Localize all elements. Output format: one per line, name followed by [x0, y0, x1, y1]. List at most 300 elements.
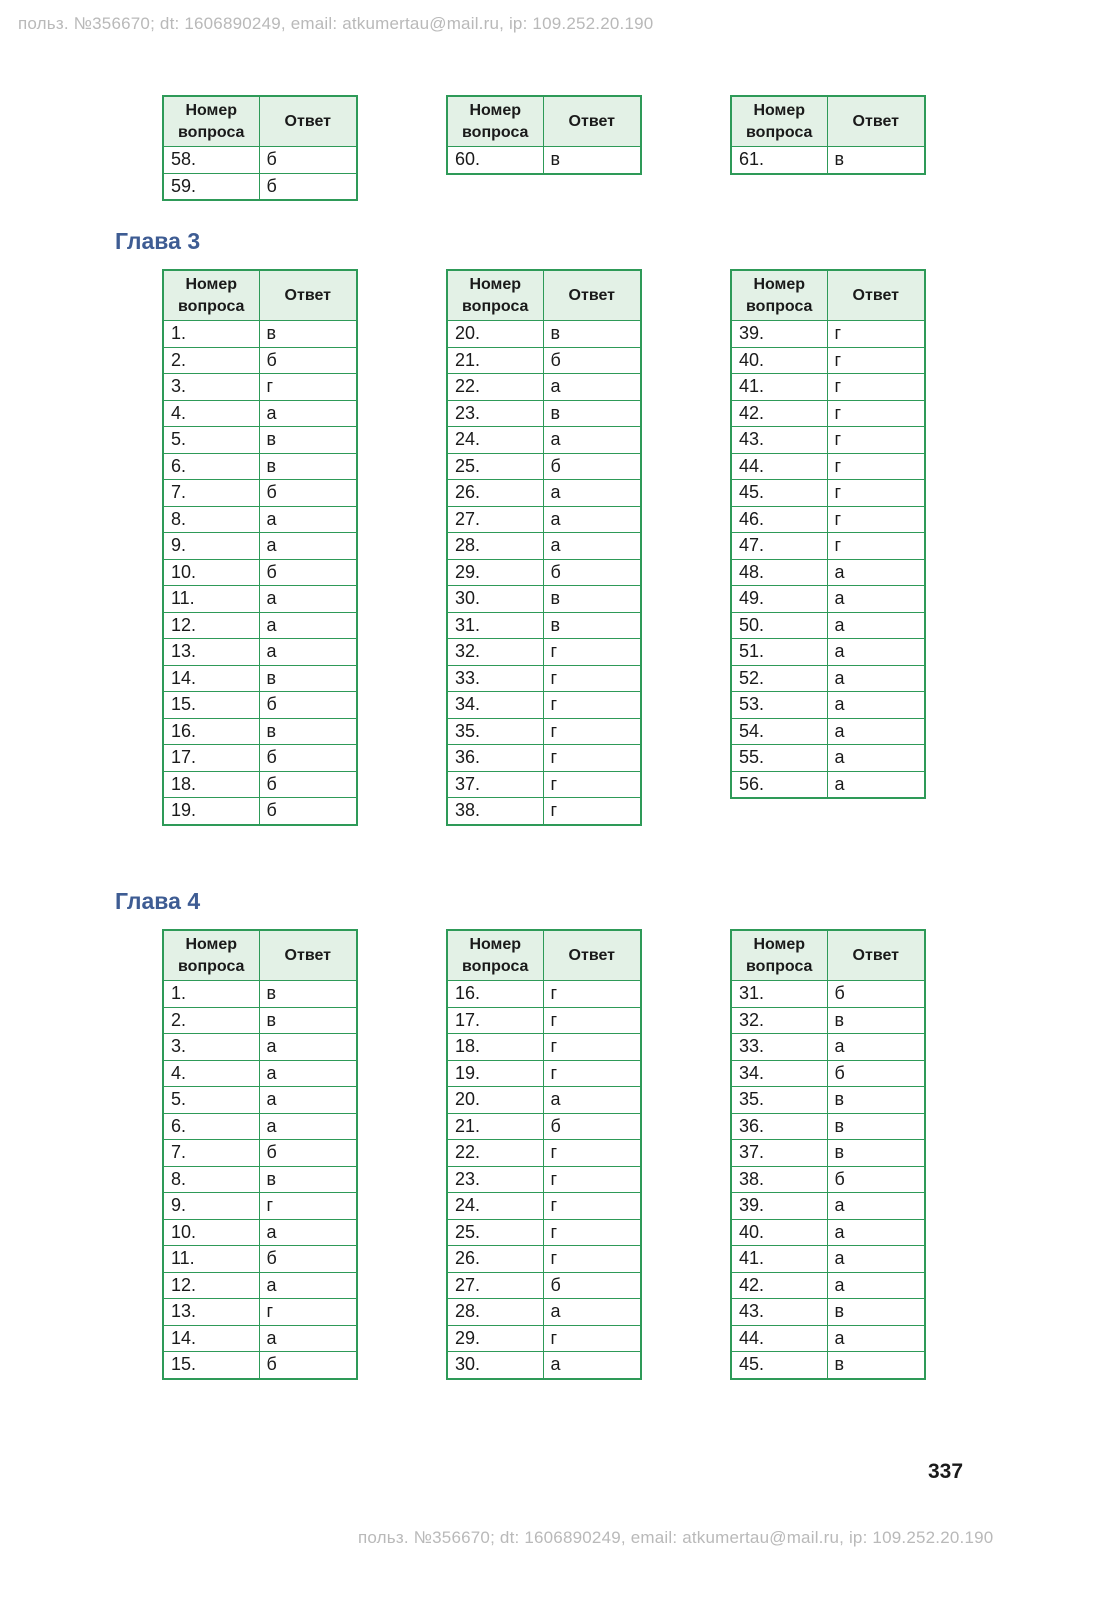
- question-number-cell: 25.: [447, 453, 543, 480]
- question-number-cell: 9.: [163, 533, 259, 560]
- question-number-cell: 16.: [163, 718, 259, 745]
- answer-cell: г: [827, 400, 925, 427]
- question-number-cell: 35.: [731, 1087, 827, 1114]
- answer-cell: а: [259, 400, 357, 427]
- table-row: [163, 1034, 357, 1061]
- answer-cell: а: [543, 533, 641, 560]
- answer-cell: а: [543, 1352, 641, 1379]
- table-header-row: [163, 930, 357, 981]
- answer-cell: г: [827, 321, 925, 348]
- question-number-cell: 36.: [447, 745, 543, 772]
- question-number-cell: 3.: [163, 1034, 259, 1061]
- table-row: [731, 1087, 925, 1114]
- table-row: [447, 798, 641, 825]
- question-number-cell: 43.: [731, 427, 827, 454]
- question-number-cell: 11.: [163, 586, 259, 613]
- question-number-cell: 18.: [447, 1034, 543, 1061]
- question-number-cell: 42.: [731, 400, 827, 427]
- question-number-cell: 32.: [447, 639, 543, 666]
- header-question-number: Номер вопроса: [163, 930, 259, 981]
- question-number-cell: 8.: [163, 1166, 259, 1193]
- answer-cell: г: [827, 480, 925, 507]
- question-number-cell: 54.: [731, 718, 827, 745]
- answer-cell: г: [543, 1246, 641, 1273]
- table-row: [163, 1140, 357, 1167]
- table-row: [447, 533, 641, 560]
- question-number-cell: 28.: [447, 533, 543, 560]
- header-question-number: Номер вопроса: [447, 96, 543, 147]
- table-row: [163, 1219, 357, 1246]
- answer-cell: а: [259, 533, 357, 560]
- question-number-cell: 60.: [447, 147, 543, 174]
- table-row: [447, 1113, 641, 1140]
- question-number-cell: 1.: [163, 321, 259, 348]
- answer-cell: а: [827, 559, 925, 586]
- table-row: [731, 321, 925, 348]
- answer-cell: а: [259, 586, 357, 613]
- answer-cell: а: [827, 718, 925, 745]
- table-row: [447, 1325, 641, 1352]
- question-number-cell: 58.: [163, 147, 259, 174]
- answer-cell: в: [827, 1352, 925, 1379]
- answer-cell: в: [259, 665, 357, 692]
- answer-cell: г: [259, 1193, 357, 1220]
- table-row: [731, 1007, 925, 1034]
- question-number-cell: 42.: [731, 1272, 827, 1299]
- table-row: [163, 1272, 357, 1299]
- header-answer: Ответ: [827, 96, 925, 147]
- question-number-cell: 20.: [447, 1087, 543, 1114]
- answer-cell: в: [259, 453, 357, 480]
- chapter-3-heading: Глава 3: [115, 228, 201, 254]
- answer-cell: г: [543, 718, 641, 745]
- question-number-cell: 38.: [731, 1166, 827, 1193]
- answer-cell: а: [259, 1087, 357, 1114]
- table-row: [163, 745, 357, 772]
- question-number-cell: 23.: [447, 1166, 543, 1193]
- table-row: [163, 718, 357, 745]
- answer-cell: а: [543, 374, 641, 401]
- answer-cell: а: [259, 1272, 357, 1299]
- table-row: [447, 1299, 641, 1326]
- answer-cell: а: [259, 612, 357, 639]
- table-row: [447, 321, 641, 348]
- table-row: [731, 147, 925, 174]
- table-row: [163, 1060, 357, 1087]
- answer-cell: а: [827, 1325, 925, 1352]
- table-row: [731, 1246, 925, 1273]
- question-number-cell: 35.: [447, 718, 543, 745]
- answer-cell: а: [827, 586, 925, 613]
- question-number-cell: 14.: [163, 1325, 259, 1352]
- answer-cell: г: [827, 506, 925, 533]
- question-number-cell: 28.: [447, 1299, 543, 1326]
- answer-cell: б: [259, 559, 357, 586]
- question-number-cell: 4.: [163, 400, 259, 427]
- answer-cell: в: [259, 1007, 357, 1034]
- question-number-cell: 10.: [163, 559, 259, 586]
- answer-cell: в: [543, 147, 641, 174]
- table-row: [731, 453, 925, 480]
- answer-cell: г: [543, 1219, 641, 1246]
- table-row: [731, 506, 925, 533]
- answer-cell: б: [827, 981, 925, 1008]
- question-number-cell: 44.: [731, 453, 827, 480]
- chapter-4-heading: Глава 4: [115, 888, 201, 914]
- answer-cell: б: [259, 1352, 357, 1379]
- question-number-cell: 31.: [447, 612, 543, 639]
- answer-cell: б: [543, 1272, 641, 1299]
- header-answer: Ответ: [827, 270, 925, 321]
- answer-cell: а: [827, 771, 925, 798]
- answer-cell: в: [543, 400, 641, 427]
- answer-table-chapter4-2: [446, 929, 642, 1380]
- question-number-cell: 41.: [731, 1246, 827, 1273]
- table-row: [447, 718, 641, 745]
- answer-cell: в: [259, 321, 357, 348]
- answer-cell: г: [827, 347, 925, 374]
- answer-cell: а: [543, 506, 641, 533]
- question-number-cell: 13.: [163, 639, 259, 666]
- answer-cell: в: [543, 586, 641, 613]
- question-number-cell: 30.: [447, 1352, 543, 1379]
- answer-cell: в: [259, 981, 357, 1008]
- question-number-cell: 7.: [163, 1140, 259, 1167]
- answer-cell: г: [543, 798, 641, 825]
- table-row: [731, 480, 925, 507]
- answer-cell: б: [259, 692, 357, 719]
- table-row: [447, 665, 641, 692]
- table-row: [731, 1034, 925, 1061]
- table-row: [447, 612, 641, 639]
- answer-cell: а: [827, 1246, 925, 1273]
- table-row: [731, 347, 925, 374]
- question-number-cell: 21.: [447, 347, 543, 374]
- answer-cell: а: [259, 1034, 357, 1061]
- answer-table-chapter3-1: [162, 269, 358, 826]
- question-number-cell: 22.: [447, 374, 543, 401]
- answer-table-chapter4-1: [162, 929, 358, 1380]
- answer-cell: а: [543, 427, 641, 454]
- answer-cell: а: [827, 1219, 925, 1246]
- table-row: [447, 427, 641, 454]
- answer-cell: г: [543, 771, 641, 798]
- table-row: [447, 771, 641, 798]
- table-row: [163, 665, 357, 692]
- table-row: [731, 981, 925, 1008]
- answer-cell: г: [543, 1007, 641, 1034]
- table-row: [731, 1325, 925, 1352]
- answer-cell: в: [259, 1166, 357, 1193]
- answer-table-chapter3-2: [446, 269, 642, 826]
- table-row: [163, 798, 357, 825]
- table-row: [731, 692, 925, 719]
- table-row: [163, 480, 357, 507]
- header-answer: Ответ: [543, 96, 641, 147]
- answer-table-chapter3-3: [730, 269, 926, 799]
- table-row: [163, 347, 357, 374]
- table-row: [447, 453, 641, 480]
- answer-cell: а: [259, 506, 357, 533]
- question-number-cell: 1.: [163, 981, 259, 1008]
- question-number-cell: 2.: [163, 347, 259, 374]
- answer-cell: б: [543, 559, 641, 586]
- table-row: [731, 1140, 925, 1167]
- question-number-cell: 53.: [731, 692, 827, 719]
- answer-cell: г: [543, 665, 641, 692]
- question-number-cell: 34.: [731, 1060, 827, 1087]
- answer-cell: г: [543, 639, 641, 666]
- question-number-cell: 46.: [731, 506, 827, 533]
- table-row: [731, 374, 925, 401]
- question-number-cell: 17.: [447, 1007, 543, 1034]
- answer-cell: в: [543, 612, 641, 639]
- table-row: [731, 665, 925, 692]
- table-row: [447, 1272, 641, 1299]
- answer-cell: г: [827, 533, 925, 560]
- question-number-cell: 6.: [163, 1113, 259, 1140]
- answer-cell: г: [543, 1325, 641, 1352]
- table-row: [163, 1352, 357, 1379]
- question-number-cell: 19.: [163, 798, 259, 825]
- question-number-cell: 45.: [731, 1352, 827, 1379]
- table-row: [731, 1352, 925, 1379]
- question-number-cell: 56.: [731, 771, 827, 798]
- table-row: [731, 533, 925, 560]
- question-number-cell: 2.: [163, 1007, 259, 1034]
- question-number-cell: 13.: [163, 1299, 259, 1326]
- question-number-cell: 33.: [447, 665, 543, 692]
- table-row: [447, 692, 641, 719]
- answer-cell: а: [827, 1034, 925, 1061]
- table-row: [163, 1246, 357, 1273]
- table-row: [163, 771, 357, 798]
- answer-cell: б: [259, 745, 357, 772]
- table-header-row: [163, 270, 357, 321]
- answer-cell: в: [827, 1299, 925, 1326]
- question-number-cell: 41.: [731, 374, 827, 401]
- table-row: [447, 1140, 641, 1167]
- answer-cell: б: [259, 771, 357, 798]
- table-row: [163, 173, 357, 200]
- answer-cell: г: [827, 427, 925, 454]
- question-number-cell: 32.: [731, 1007, 827, 1034]
- table-row: [447, 480, 641, 507]
- question-number-cell: 44.: [731, 1325, 827, 1352]
- answer-cell: в: [827, 1140, 925, 1167]
- question-number-cell: 23.: [447, 400, 543, 427]
- question-number-cell: 40.: [731, 1219, 827, 1246]
- table-row: [163, 374, 357, 401]
- answer-table-top-1: [162, 95, 358, 201]
- question-number-cell: 8.: [163, 506, 259, 533]
- answer-cell: а: [827, 1272, 925, 1299]
- question-number-cell: 45.: [731, 480, 827, 507]
- question-number-cell: 47.: [731, 533, 827, 560]
- table-row: [731, 427, 925, 454]
- question-number-cell: 34.: [447, 692, 543, 719]
- answer-cell: а: [827, 745, 925, 772]
- table-row: [731, 1193, 925, 1220]
- question-number-cell: 22.: [447, 1140, 543, 1167]
- table-row: [731, 718, 925, 745]
- answer-cell: б: [543, 347, 641, 374]
- table-row: [447, 559, 641, 586]
- table-row: [447, 981, 641, 1008]
- question-number-cell: 39.: [731, 1193, 827, 1220]
- answer-cell: а: [827, 639, 925, 666]
- question-number-cell: 7.: [163, 480, 259, 507]
- answer-cell: б: [259, 480, 357, 507]
- table-row: [447, 347, 641, 374]
- table-row: [447, 506, 641, 533]
- question-number-cell: 36.: [731, 1113, 827, 1140]
- table-row: [731, 559, 925, 586]
- answer-cell: а: [827, 692, 925, 719]
- header-question-number: Номер вопроса: [731, 930, 827, 981]
- question-number-cell: 12.: [163, 612, 259, 639]
- table-row: [163, 453, 357, 480]
- question-number-cell: 14.: [163, 665, 259, 692]
- table-row: [731, 586, 925, 613]
- question-number-cell: 50.: [731, 612, 827, 639]
- answer-cell: г: [543, 745, 641, 772]
- question-number-cell: 4.: [163, 1060, 259, 1087]
- answer-cell: в: [827, 1007, 925, 1034]
- table-row: [163, 147, 357, 174]
- answer-cell: г: [543, 1034, 641, 1061]
- answer-cell: а: [827, 665, 925, 692]
- question-number-cell: 49.: [731, 586, 827, 613]
- question-number-cell: 29.: [447, 559, 543, 586]
- question-number-cell: 25.: [447, 1219, 543, 1246]
- answer-table-top-3: [730, 95, 926, 175]
- question-number-cell: 27.: [447, 506, 543, 533]
- table-row: [163, 506, 357, 533]
- table-row: [163, 612, 357, 639]
- watermark-top: польз. №356670; dt: 1606890249, email: atkumertau@mail.ru, ip: 109.252.20.190: [18, 14, 654, 33]
- table-row: [163, 533, 357, 560]
- table-row: [163, 1113, 357, 1140]
- question-number-cell: 59.: [163, 173, 259, 200]
- answer-table-top-2: [446, 95, 642, 175]
- answer-cell: в: [259, 718, 357, 745]
- answer-cell: г: [543, 1140, 641, 1167]
- question-number-cell: 38.: [447, 798, 543, 825]
- question-number-cell: 29.: [447, 1325, 543, 1352]
- header-question-number: Номер вопроса: [731, 270, 827, 321]
- table-row: [163, 1299, 357, 1326]
- table-row: [447, 745, 641, 772]
- table-row: [163, 1166, 357, 1193]
- table-header-row: [447, 96, 641, 147]
- question-number-cell: 51.: [731, 639, 827, 666]
- question-number-cell: 43.: [731, 1299, 827, 1326]
- answer-cell: а: [259, 639, 357, 666]
- question-number-cell: 24.: [447, 427, 543, 454]
- question-number-cell: 16.: [447, 981, 543, 1008]
- question-number-cell: 21.: [447, 1113, 543, 1140]
- question-number-cell: 39.: [731, 321, 827, 348]
- question-number-cell: 31.: [731, 981, 827, 1008]
- answer-cell: а: [543, 1299, 641, 1326]
- question-number-cell: 26.: [447, 480, 543, 507]
- header-answer: Ответ: [259, 270, 357, 321]
- table-row: [447, 639, 641, 666]
- answer-cell: а: [543, 1087, 641, 1114]
- question-number-cell: 55.: [731, 745, 827, 772]
- table-row: [731, 1272, 925, 1299]
- answer-table-chapter4-3: [730, 929, 926, 1380]
- table-row: [163, 1087, 357, 1114]
- table-row: [447, 586, 641, 613]
- answer-cell: б: [543, 453, 641, 480]
- header-answer: Ответ: [259, 930, 357, 981]
- answer-cell: в: [543, 321, 641, 348]
- header-question-number: Номер вопроса: [447, 930, 543, 981]
- question-number-cell: 6.: [163, 453, 259, 480]
- table-row: [163, 1193, 357, 1220]
- table-row: [447, 1060, 641, 1087]
- answer-cell: г: [543, 1060, 641, 1087]
- answer-cell: в: [259, 427, 357, 454]
- answer-cell: г: [259, 374, 357, 401]
- header-answer: Ответ: [543, 270, 641, 321]
- question-number-cell: 17.: [163, 745, 259, 772]
- watermark-bottom: польз. №356670; dt: 1606890249, email: atkumertau@mail.ru, ip: 109.252.20.190: [358, 1528, 994, 1547]
- answer-cell: а: [827, 1193, 925, 1220]
- answer-cell: а: [259, 1219, 357, 1246]
- table-row: [447, 1087, 641, 1114]
- answer-cell: б: [259, 1140, 357, 1167]
- table-row: [163, 639, 357, 666]
- table-header-row: [731, 270, 925, 321]
- question-number-cell: 20.: [447, 321, 543, 348]
- question-number-cell: 33.: [731, 1034, 827, 1061]
- table-row: [731, 771, 925, 798]
- answer-cell: а: [259, 1060, 357, 1087]
- header-answer: Ответ: [827, 930, 925, 981]
- table-row: [731, 400, 925, 427]
- answer-cell: в: [827, 1113, 925, 1140]
- answer-cell: а: [259, 1325, 357, 1352]
- table-row: [163, 1325, 357, 1352]
- answer-cell: г: [827, 453, 925, 480]
- answer-cell: а: [259, 1113, 357, 1140]
- question-number-cell: 48.: [731, 559, 827, 586]
- question-number-cell: 15.: [163, 1352, 259, 1379]
- table-row: [447, 1034, 641, 1061]
- table-row: [163, 400, 357, 427]
- question-number-cell: 5.: [163, 427, 259, 454]
- question-number-cell: 19.: [447, 1060, 543, 1087]
- table-row: [731, 639, 925, 666]
- table-row: [731, 1219, 925, 1246]
- table-row: [163, 586, 357, 613]
- question-number-cell: 10.: [163, 1219, 259, 1246]
- answer-cell: г: [543, 1166, 641, 1193]
- question-number-cell: 9.: [163, 1193, 259, 1220]
- question-number-cell: 40.: [731, 347, 827, 374]
- table-row: [447, 374, 641, 401]
- answer-cell: а: [827, 612, 925, 639]
- table-header-row: [163, 96, 357, 147]
- question-number-cell: 12.: [163, 1272, 259, 1299]
- table-row: [731, 1299, 925, 1326]
- table-row: [731, 1166, 925, 1193]
- table-row: [163, 692, 357, 719]
- header-answer: Ответ: [259, 96, 357, 147]
